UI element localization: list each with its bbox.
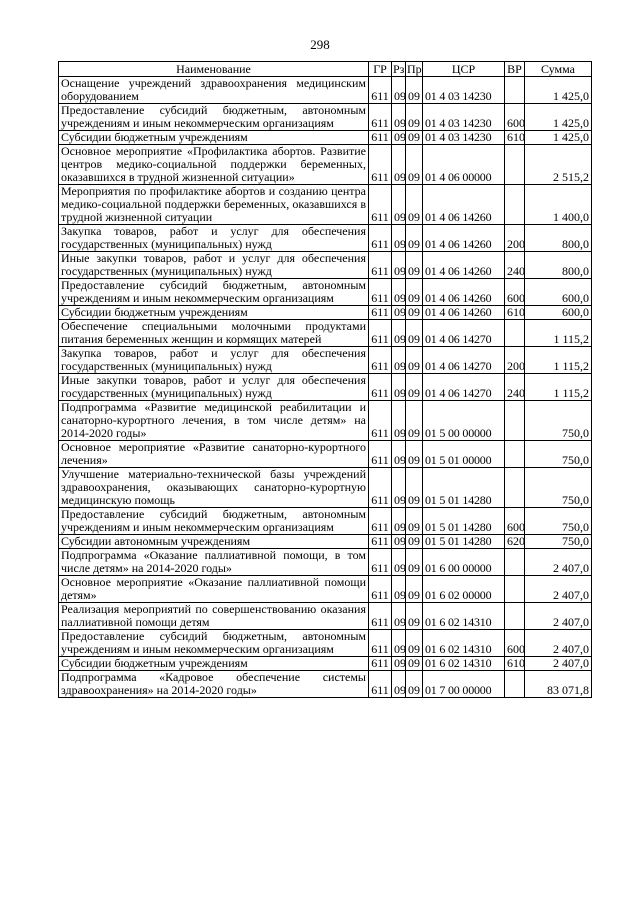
row-sum: 1 115,2 <box>525 374 592 401</box>
table-row <box>59 252 592 279</box>
row-vr <box>505 671 525 698</box>
row-name: Оснащение учреждений здравоохранения медицинским оборудованием <box>59 77 369 104</box>
row-csr: 01 6 02 14310 <box>423 630 505 657</box>
row-pr: 09 <box>406 185 423 225</box>
row-pr: 09 <box>406 347 423 374</box>
row-sum: 1 400,0 <box>525 185 592 225</box>
row-rz: 09 <box>392 347 406 374</box>
row-pr: 09 <box>406 252 423 279</box>
row-pr: 09 <box>406 145 423 185</box>
row-rz: 09 <box>392 603 406 630</box>
row-csr: 01 4 03 14230 <box>423 104 505 131</box>
row-vr <box>505 468 525 508</box>
table-row <box>59 603 592 630</box>
row-rz: 09 <box>392 225 406 252</box>
row-gr: 611 <box>369 508 392 535</box>
row-rz: 09 <box>392 671 406 698</box>
row-name: Основное мероприятие «Профилактика абортов. Развитие центров медико-социальной поддержки беременных, оказавшихся в трудной жизненной ситуации» <box>59 145 369 185</box>
row-pr: 09 <box>406 320 423 347</box>
row-vr <box>505 185 525 225</box>
row-sum: 600,0 <box>525 279 592 306</box>
row-rz: 09 <box>392 576 406 603</box>
row-name: Предоставление субсидий бюджетным, автономным учреждениям и иным некоммерческим организациям <box>59 279 369 306</box>
row-csr: 01 4 03 14230 <box>423 77 505 104</box>
row-pr: 09 <box>406 657 423 671</box>
row-name: Основное мероприятие «Оказание паллиативной помощи детям» <box>59 576 369 603</box>
row-gr: 611 <box>369 145 392 185</box>
row-vr <box>505 603 525 630</box>
row-csr: 01 6 02 14310 <box>423 603 505 630</box>
row-name: Реализация мероприятий по совершенствованию оказания паллиативной помощи детям <box>59 603 369 630</box>
row-csr: 01 5 01 14280 <box>423 508 505 535</box>
table-row <box>59 401 592 441</box>
row-name: Субсидии бюджетным учреждениям <box>59 131 369 145</box>
row-sum: 600,0 <box>525 306 592 320</box>
table-row <box>59 441 592 468</box>
table-row <box>59 657 592 671</box>
header-sum: Сумма <box>525 62 592 77</box>
header-rz: Рз <box>393 61 405 76</box>
row-rz: 09 <box>392 535 406 549</box>
header-csr: ЦСР <box>423 62 505 77</box>
row-gr: 611 <box>369 576 392 603</box>
table-row <box>59 77 592 104</box>
row-gr: 611 <box>369 347 392 374</box>
row-vr: 610 <box>505 306 525 320</box>
row-gr: 611 <box>369 225 392 252</box>
page-number: 298 <box>310 37 330 52</box>
header-pr: Пр <box>407 61 422 76</box>
row-csr: 01 4 06 14260 <box>423 252 505 279</box>
budget-table <box>58 61 592 698</box>
row-gr: 611 <box>369 77 392 104</box>
row-vr: 610 <box>505 657 525 671</box>
row-csr: 01 4 06 14260 <box>423 185 505 225</box>
row-sum: 800,0 <box>525 252 592 279</box>
row-sum: 2 407,0 <box>525 549 592 576</box>
row-sum: 83 071,8 <box>525 671 592 698</box>
row-csr: 01 4 06 14270 <box>423 320 505 347</box>
row-name: Основное мероприятие «Развитие санаторно-курортного лечения» <box>59 441 369 468</box>
row-sum: 800,0 <box>525 225 592 252</box>
row-sum: 2 407,0 <box>525 657 592 671</box>
row-rz: 09 <box>392 145 406 185</box>
row-sum: 750,0 <box>525 535 592 549</box>
row-name: Закупка товаров, работ и услуг для обеспечения государственных (муниципальных) нужд <box>59 225 369 252</box>
header-name: Наименование <box>59 62 369 77</box>
table-row <box>59 320 592 347</box>
row-name: Субсидии автономным учреждениям <box>59 535 369 549</box>
row-rz: 09 <box>392 657 406 671</box>
row-name: Субсидии бюджетным учреждениям <box>59 657 369 671</box>
row-vr: 600 <box>505 104 525 131</box>
table-row <box>59 535 592 549</box>
row-rz: 09 <box>392 320 406 347</box>
row-rz: 09 <box>392 508 406 535</box>
row-csr: 01 7 00 00000 <box>423 671 505 698</box>
row-rz: 09 <box>392 104 406 131</box>
table-row <box>59 671 592 698</box>
row-gr: 611 <box>369 549 392 576</box>
row-pr: 09 <box>406 401 423 441</box>
row-name: Улучшение материально-технической базы учреждений здравоохранения, оказывающих санаторно-курортную медицинскую помощь <box>59 468 369 508</box>
row-name: Подпрограмма «Развитие медицинской реабилитации и санаторно-курортного лечения, в том числе детям» на 2014-2020 годы» <box>59 401 369 441</box>
row-gr: 611 <box>369 320 392 347</box>
row-gr: 611 <box>369 535 392 549</box>
table-row <box>59 306 592 320</box>
row-pr: 09 <box>406 131 423 145</box>
row-csr: 01 4 06 14270 <box>423 347 505 374</box>
row-sum: 1 425,0 <box>525 131 592 145</box>
row-sum: 750,0 <box>525 468 592 508</box>
row-csr: 01 5 01 00000 <box>423 441 505 468</box>
row-gr: 611 <box>369 657 392 671</box>
row-sum: 750,0 <box>525 508 592 535</box>
table-row <box>59 468 592 508</box>
row-pr: 09 <box>406 468 423 508</box>
row-sum: 1 115,2 <box>525 320 592 347</box>
row-rz: 09 <box>392 77 406 104</box>
row-name: Предоставление субсидий бюджетным, автономным учреждениям и иным некоммерческим организациям <box>59 630 369 657</box>
row-csr: 01 4 06 14260 <box>423 279 505 306</box>
row-gr: 611 <box>369 630 392 657</box>
row-pr: 09 <box>406 374 423 401</box>
row-csr: 01 6 02 00000 <box>423 576 505 603</box>
table-row <box>59 549 592 576</box>
row-vr: 600 <box>505 279 525 306</box>
table-row <box>59 225 592 252</box>
row-vr: 620 <box>505 535 525 549</box>
table-row <box>59 508 592 535</box>
row-vr <box>505 549 525 576</box>
row-csr: 01 4 06 14260 <box>423 306 505 320</box>
row-pr: 09 <box>406 576 423 603</box>
row-name: Подпрограмма «Кадровое обеспечение системы здравоохранения» на 2014-2020 годы» <box>59 671 369 698</box>
row-rz: 09 <box>392 401 406 441</box>
row-pr: 09 <box>406 104 423 131</box>
row-gr: 611 <box>369 603 392 630</box>
row-rz: 09 <box>392 279 406 306</box>
row-gr: 611 <box>369 671 392 698</box>
row-csr: 01 6 02 14310 <box>423 657 505 671</box>
row-name: Закупка товаров, работ и услуг для обеспечения государственных (муниципальных) нужд <box>59 347 369 374</box>
row-gr: 611 <box>369 441 392 468</box>
row-name: Иные закупки товаров, работ и услуг для обеспечения государственных (муниципальных) нужд <box>59 374 369 401</box>
row-pr: 09 <box>406 77 423 104</box>
row-vr: 200 <box>505 347 525 374</box>
row-pr: 09 <box>406 508 423 535</box>
row-rz: 09 <box>392 131 406 145</box>
row-rz: 09 <box>392 252 406 279</box>
row-name: Предоставление субсидий бюджетным, автономным учреждениям и иным некоммерческим организациям <box>59 508 369 535</box>
row-csr: 01 4 03 14230 <box>423 131 505 145</box>
row-vr: 600 <box>505 630 525 657</box>
row-csr: 01 6 00 00000 <box>423 549 505 576</box>
row-vr: 610 <box>505 131 525 145</box>
row-gr: 611 <box>369 374 392 401</box>
row-gr: 611 <box>369 468 392 508</box>
table-row <box>59 279 592 306</box>
row-vr <box>505 145 525 185</box>
row-vr <box>505 77 525 104</box>
row-sum: 750,0 <box>525 441 592 468</box>
row-csr: 01 5 00 00000 <box>423 401 505 441</box>
row-csr: 01 4 06 00000 <box>423 145 505 185</box>
row-pr: 09 <box>406 671 423 698</box>
row-pr: 09 <box>406 225 423 252</box>
table-row <box>59 630 592 657</box>
row-csr: 01 4 06 14270 <box>423 374 505 401</box>
row-vr: 240 <box>505 374 525 401</box>
row-csr: 01 5 01 14280 <box>423 535 505 549</box>
row-sum: 1 425,0 <box>525 77 592 104</box>
row-name: Субсидии бюджетным учреждениям <box>59 306 369 320</box>
row-name: Предоставление субсидий бюджетным, автономным учреждениям и иным некоммерческим организациям <box>59 104 369 131</box>
header-gr: ГР <box>369 62 392 77</box>
row-gr: 611 <box>369 279 392 306</box>
table-row <box>59 145 592 185</box>
row-pr: 09 <box>406 279 423 306</box>
row-sum: 750,0 <box>525 401 592 441</box>
row-name: Иные закупки товаров, работ и услуг для обеспечения государственных (муниципальных) нужд <box>59 252 369 279</box>
row-sum: 1 425,0 <box>525 104 592 131</box>
header-vr: ВР <box>505 62 525 77</box>
row-sum: 1 115,2 <box>525 347 592 374</box>
row-name: Мероприятия по профилактике абортов и созданию центра медико-социальной поддержки беременных, оказавшихся в трудной жизненной ситуации <box>59 185 369 225</box>
row-csr: 01 5 01 14280 <box>423 468 505 508</box>
row-sum: 2 515,2 <box>525 145 592 185</box>
row-name: Обеспечение специальными молочными продуктами питания беременных женщин и кормящих матерей <box>59 320 369 347</box>
row-rz: 09 <box>392 468 406 508</box>
row-gr: 611 <box>369 185 392 225</box>
header-row <box>59 62 592 77</box>
table-row <box>59 347 592 374</box>
row-gr: 611 <box>369 104 392 131</box>
row-rz: 09 <box>392 374 406 401</box>
row-rz: 09 <box>392 306 406 320</box>
row-pr: 09 <box>406 306 423 320</box>
row-gr: 611 <box>369 401 392 441</box>
row-csr: 01 4 06 14260 <box>423 225 505 252</box>
row-sum: 2 407,0 <box>525 603 592 630</box>
row-pr: 09 <box>406 549 423 576</box>
row-pr: 09 <box>406 441 423 468</box>
row-rz: 09 <box>392 549 406 576</box>
table-row <box>59 576 592 603</box>
table-row <box>59 185 592 225</box>
row-gr: 611 <box>369 252 392 279</box>
row-vr: 200 <box>505 225 525 252</box>
row-vr <box>505 441 525 468</box>
row-rz: 09 <box>392 441 406 468</box>
table-row <box>59 104 592 131</box>
row-pr: 09 <box>406 630 423 657</box>
row-gr: 611 <box>369 306 392 320</box>
row-sum: 2 407,0 <box>525 630 592 657</box>
table-row <box>59 374 592 401</box>
row-vr <box>505 576 525 603</box>
row-pr: 09 <box>406 603 423 630</box>
row-sum: 2 407,0 <box>525 576 592 603</box>
row-gr: 611 <box>369 131 392 145</box>
row-rz: 09 <box>392 630 406 657</box>
row-vr <box>505 320 525 347</box>
row-pr: 09 <box>406 535 423 549</box>
row-name: Подпрограмма «Оказание паллиативной помощи, в том числе детям» на 2014-2020 годы» <box>59 549 369 576</box>
row-rz: 09 <box>392 185 406 225</box>
row-vr: 240 <box>505 252 525 279</box>
row-vr: 600 <box>505 508 525 535</box>
row-vr <box>505 401 525 441</box>
table-row <box>59 131 592 145</box>
